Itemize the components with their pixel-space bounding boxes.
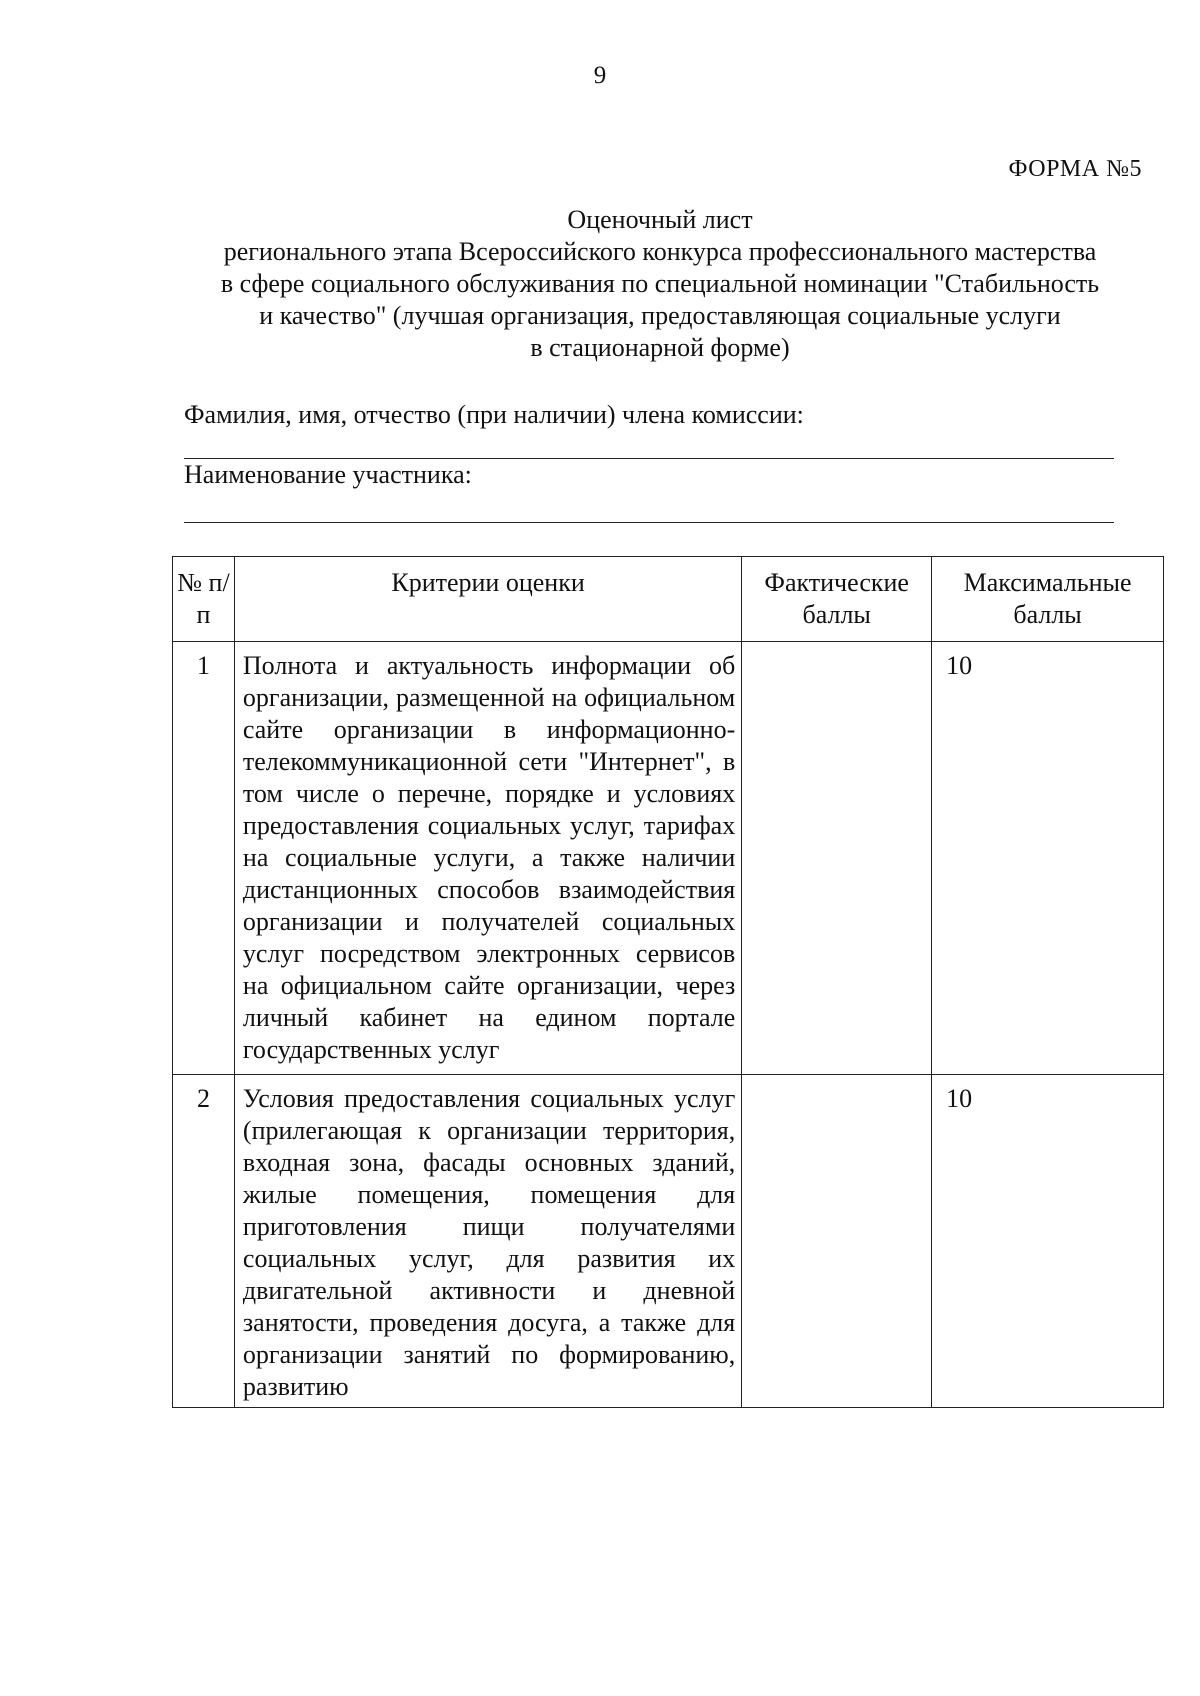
criteria-table xyxy=(172,556,1164,1408)
row-actual-score[interactable] xyxy=(742,1075,932,1408)
row-max-score: 10 xyxy=(932,642,1164,1075)
header-actual: Фактические баллы xyxy=(742,557,932,642)
row-max-score: 10 xyxy=(932,1075,1164,1408)
title-line: регионального этапа Всероссийского конкурса профессионального мастерства xyxy=(223,237,1097,266)
row-criteria: Условия предоставления социальных услуг (прилегающая к организации территория, входная зона, фасады основных зданий, жилые помещения, помещения для приготовления пищи получателями социальных услуг, для развития их двигательной активности и дневной занятости, проведения досуга, а также для организации занятий по формированию, развитию xyxy=(234,1075,741,1408)
header-criteria: Критерии оценки xyxy=(234,557,741,642)
table-row xyxy=(173,642,1164,1075)
row-num: 2 xyxy=(173,1075,235,1408)
participant-line[interactable] xyxy=(184,522,1114,523)
header-max: Максимальные баллы xyxy=(932,557,1164,642)
participant-label: Наименование участника: xyxy=(184,460,472,489)
commission-member-label: Фамилия, имя, отчество (при наличии) члена комиссии: xyxy=(184,400,804,429)
commission-member-line[interactable] xyxy=(184,458,1114,459)
row-actual-score[interactable] xyxy=(742,642,932,1075)
title-line: в стационарной форме) xyxy=(530,333,790,362)
header-num: № п/п xyxy=(173,557,235,642)
title-line: и качество" (лучшая организация, предоставляющая социальные услуги xyxy=(259,301,1061,330)
row-num: 1 xyxy=(173,642,235,1075)
table-row xyxy=(173,1075,1164,1408)
form-label: ФОРМА №5 xyxy=(1008,156,1142,182)
row-criteria: Полнота и актуальность информации об организации, размещенной на официальном сайте организации в информационно-телекоммуникационной сети "Интернет", в том числе о перечне, порядке и условиях предоставления социальных услуг, тарифах на социальные услуги, а также наличии дистанционных способов взаимодействия организации и получателей социальных услуг посредством электронных сервисов на официальном сайте организации, через личный кабинет на едином портале государственных услуг xyxy=(234,642,741,1075)
page-number: 9 xyxy=(593,62,607,89)
title-line: в сфере социального обслуживания по специальной номинации "Стабильность xyxy=(220,269,1100,298)
table-header-row xyxy=(173,557,1164,642)
document-title xyxy=(170,204,1150,364)
title-line: Оценочный лист xyxy=(567,205,753,234)
